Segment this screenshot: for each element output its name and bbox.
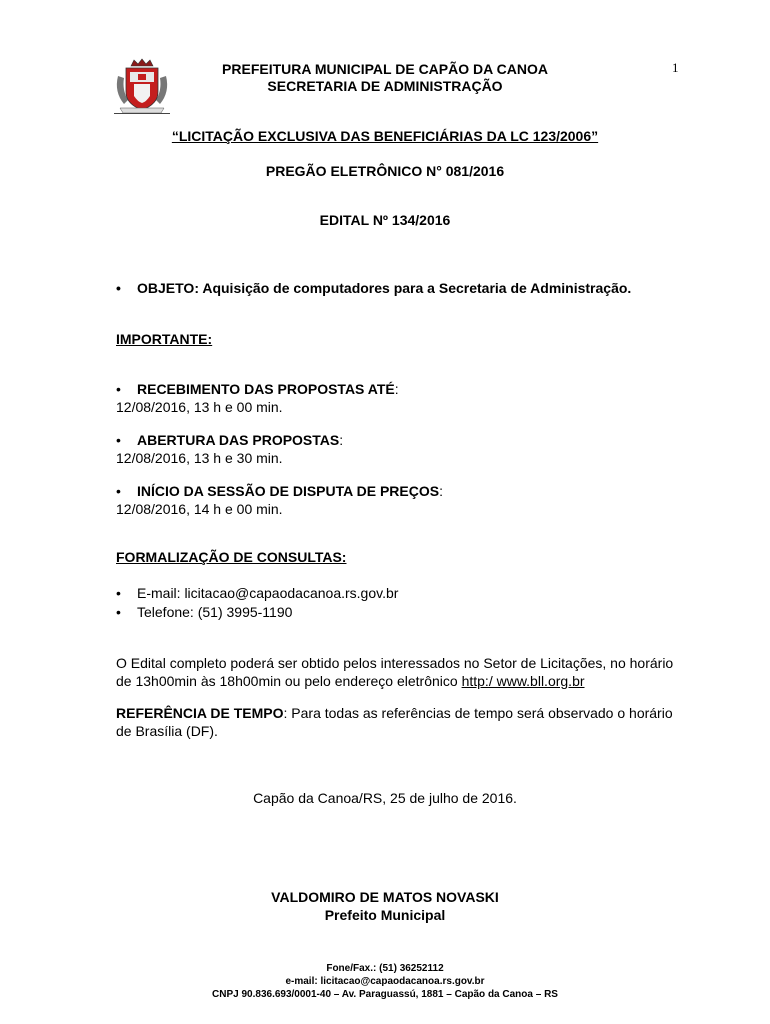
abertura-value: 12/08/2016, 13 h e 30 min. <box>116 450 283 466</box>
edital-title: EDITAL Nº 134/2016 <box>319 212 451 228</box>
inicio-sessao-label-row <box>137 482 443 500</box>
inicio-sessao-label: INÍCIO DA SESSÃO DE DISPUTA DE PREÇOS <box>137 483 440 499</box>
edital-info-line1: O Edital completo poderá ser obtido pelos interessados no Setor de Licitações, no horário <box>116 655 674 671</box>
edital-info-line2 <box>116 672 585 690</box>
inicio-sessao-colon: : <box>439 483 443 499</box>
importante-heading: IMPORTANTE: <box>116 331 213 347</box>
referencia-label: REFERÊNCIA DE TEMPO <box>116 705 284 721</box>
inicio-sessao-value: 12/08/2016, 14 h e 00 min. <box>116 501 283 517</box>
logo-caption <box>114 113 170 119</box>
bll-website-link[interactable]: http:/ www.bll.org.br <box>461 673 585 689</box>
bullet: • <box>116 604 121 620</box>
referencia-line2: de Brasília (DF). <box>116 723 218 739</box>
bullet: • <box>116 585 121 601</box>
pregao-title: PREGÃO ELETRÔNICO N° 081/2016 <box>265 163 505 179</box>
bullet: • <box>116 381 121 397</box>
consulta-email: E-mail: licitacao@capaodacanoa.rs.gov.br <box>137 585 399 601</box>
objeto-bullet: • <box>116 280 121 296</box>
footer-cnpj-address: CNPJ 90.836.693/0001-40 – Av. Paraguassú, 1881 – Capão da Canoa – RS <box>212 989 558 1000</box>
referencia-line1 <box>116 704 673 722</box>
recebimento-colon: : <box>394 381 399 397</box>
abertura-label-row <box>137 431 343 449</box>
page-number: 1 <box>672 60 679 75</box>
footer-email: e-mail: licitacao@capaodacanoa.rs.gov.br <box>285 976 485 987</box>
signatory-role: Prefeito Municipal <box>324 907 446 923</box>
header-prefeitura: PREFEITURA MUNICIPAL DE CAPÃO DA CANOA <box>222 61 548 77</box>
bullet: • <box>116 432 121 448</box>
signatory-name: VALDOMIRO DE MATOS NOVASKI <box>271 889 499 905</box>
referencia-text: : Para todas as referências de tempo será observado o horário <box>283 705 673 721</box>
abertura-colon: : <box>339 432 344 448</box>
edital-info-line2-text: de 13h00min às 18h00min ou pelo endereço eletrônico <box>116 673 462 689</box>
recebimento-label-row <box>137 380 399 398</box>
objeto-text: OBJETO: Aquisição de computadores para a Secretaria de Administração. <box>137 280 632 296</box>
recebimento-label: RECEBIMENTO DAS PROPOSTAS ATÉ <box>137 381 395 397</box>
consultas-heading: FORMALIZAÇÃO DE CONSULTAS: <box>116 549 347 565</box>
footer-phone: Fone/Fax.: (51) 36252112 <box>326 963 444 974</box>
recebimento-value: 12/08/2016, 13 h e 00 min. <box>116 399 283 415</box>
bullet: • <box>116 483 121 499</box>
date-place: Capão da Canoa/RS, 25 de julho de 2016. <box>253 790 517 806</box>
abertura-label: ABERTURA DAS PROPOSTAS <box>137 432 340 448</box>
header-secretaria: SECRETARIA DE ADMINISTRAÇÃO <box>267 78 503 94</box>
licitacao-exclusiva-title: “LICITAÇÃO EXCLUSIVA DAS BENEFICIÁRIAS DA LC 123/2006” <box>171 128 599 144</box>
consulta-telefone: Telefone: (51) 3995-1190 <box>137 604 293 620</box>
